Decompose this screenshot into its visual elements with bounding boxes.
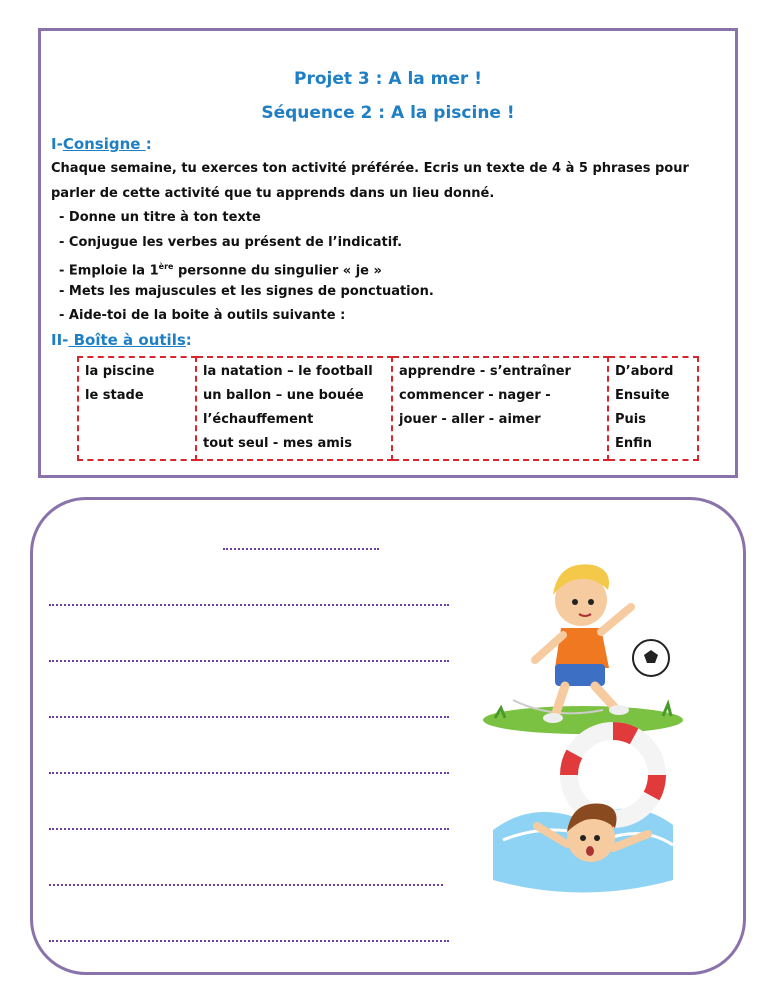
writing-line[interactable] xyxy=(49,884,443,886)
bullet-item: - Aide-toi de la boite à outils suivante : xyxy=(59,308,346,323)
title-line[interactable] xyxy=(223,548,379,550)
toolbox-col-connectors: D’abord Ensuite Puis Enfin xyxy=(608,357,698,460)
football-boy-illustration xyxy=(483,564,683,734)
consigne-bullets xyxy=(59,206,434,329)
bullet-item: - Mets les majuscules et les signes de ponctuation. xyxy=(59,283,434,299)
writing-line[interactable] xyxy=(49,604,449,606)
project-title: Projet 3 : A la mer ! xyxy=(294,69,482,89)
sequence-title: Séquence 2 : A la piscine ! xyxy=(261,103,515,123)
toolbox-col-verbs: apprendre - s’entraîner commencer - nager - jouer - aller - aimer xyxy=(392,357,608,460)
consigne-text: Chaque semaine, tu exerces ton activité préférée. Ecris un texte de 4 à 5 phrases pour parler de cette activité que tu apprends dans un lieu donné. xyxy=(51,161,689,201)
consigne-heading: I-Consigne : xyxy=(51,135,152,153)
bullet-item: - Emploie la 1ère personne du singulier « je » xyxy=(59,262,382,279)
writing-line[interactable] xyxy=(49,828,449,830)
instructions-panel xyxy=(38,28,738,478)
writing-line[interactable] xyxy=(49,660,449,662)
outils-heading: II- Boîte à outils: xyxy=(51,331,192,349)
writing-line[interactable] xyxy=(49,940,449,942)
writing-line[interactable] xyxy=(49,716,449,718)
writing-area xyxy=(30,497,746,975)
toolbox-col-places: la piscine le stade xyxy=(78,357,196,460)
activity-illustration xyxy=(483,540,683,900)
swimming-boy-illustration xyxy=(493,731,673,893)
toolbox-col-nouns: la natation – le football un ballon – une bouée l’échauffement tout seul - mes amis xyxy=(196,357,392,460)
writing-line[interactable] xyxy=(49,772,449,774)
bullet-item: - Conjugue les verbes au présent de l’indicatif. xyxy=(59,234,403,250)
toolbox-table xyxy=(77,356,699,461)
bullet-item: - Donne un titre à ton texte xyxy=(59,210,261,225)
